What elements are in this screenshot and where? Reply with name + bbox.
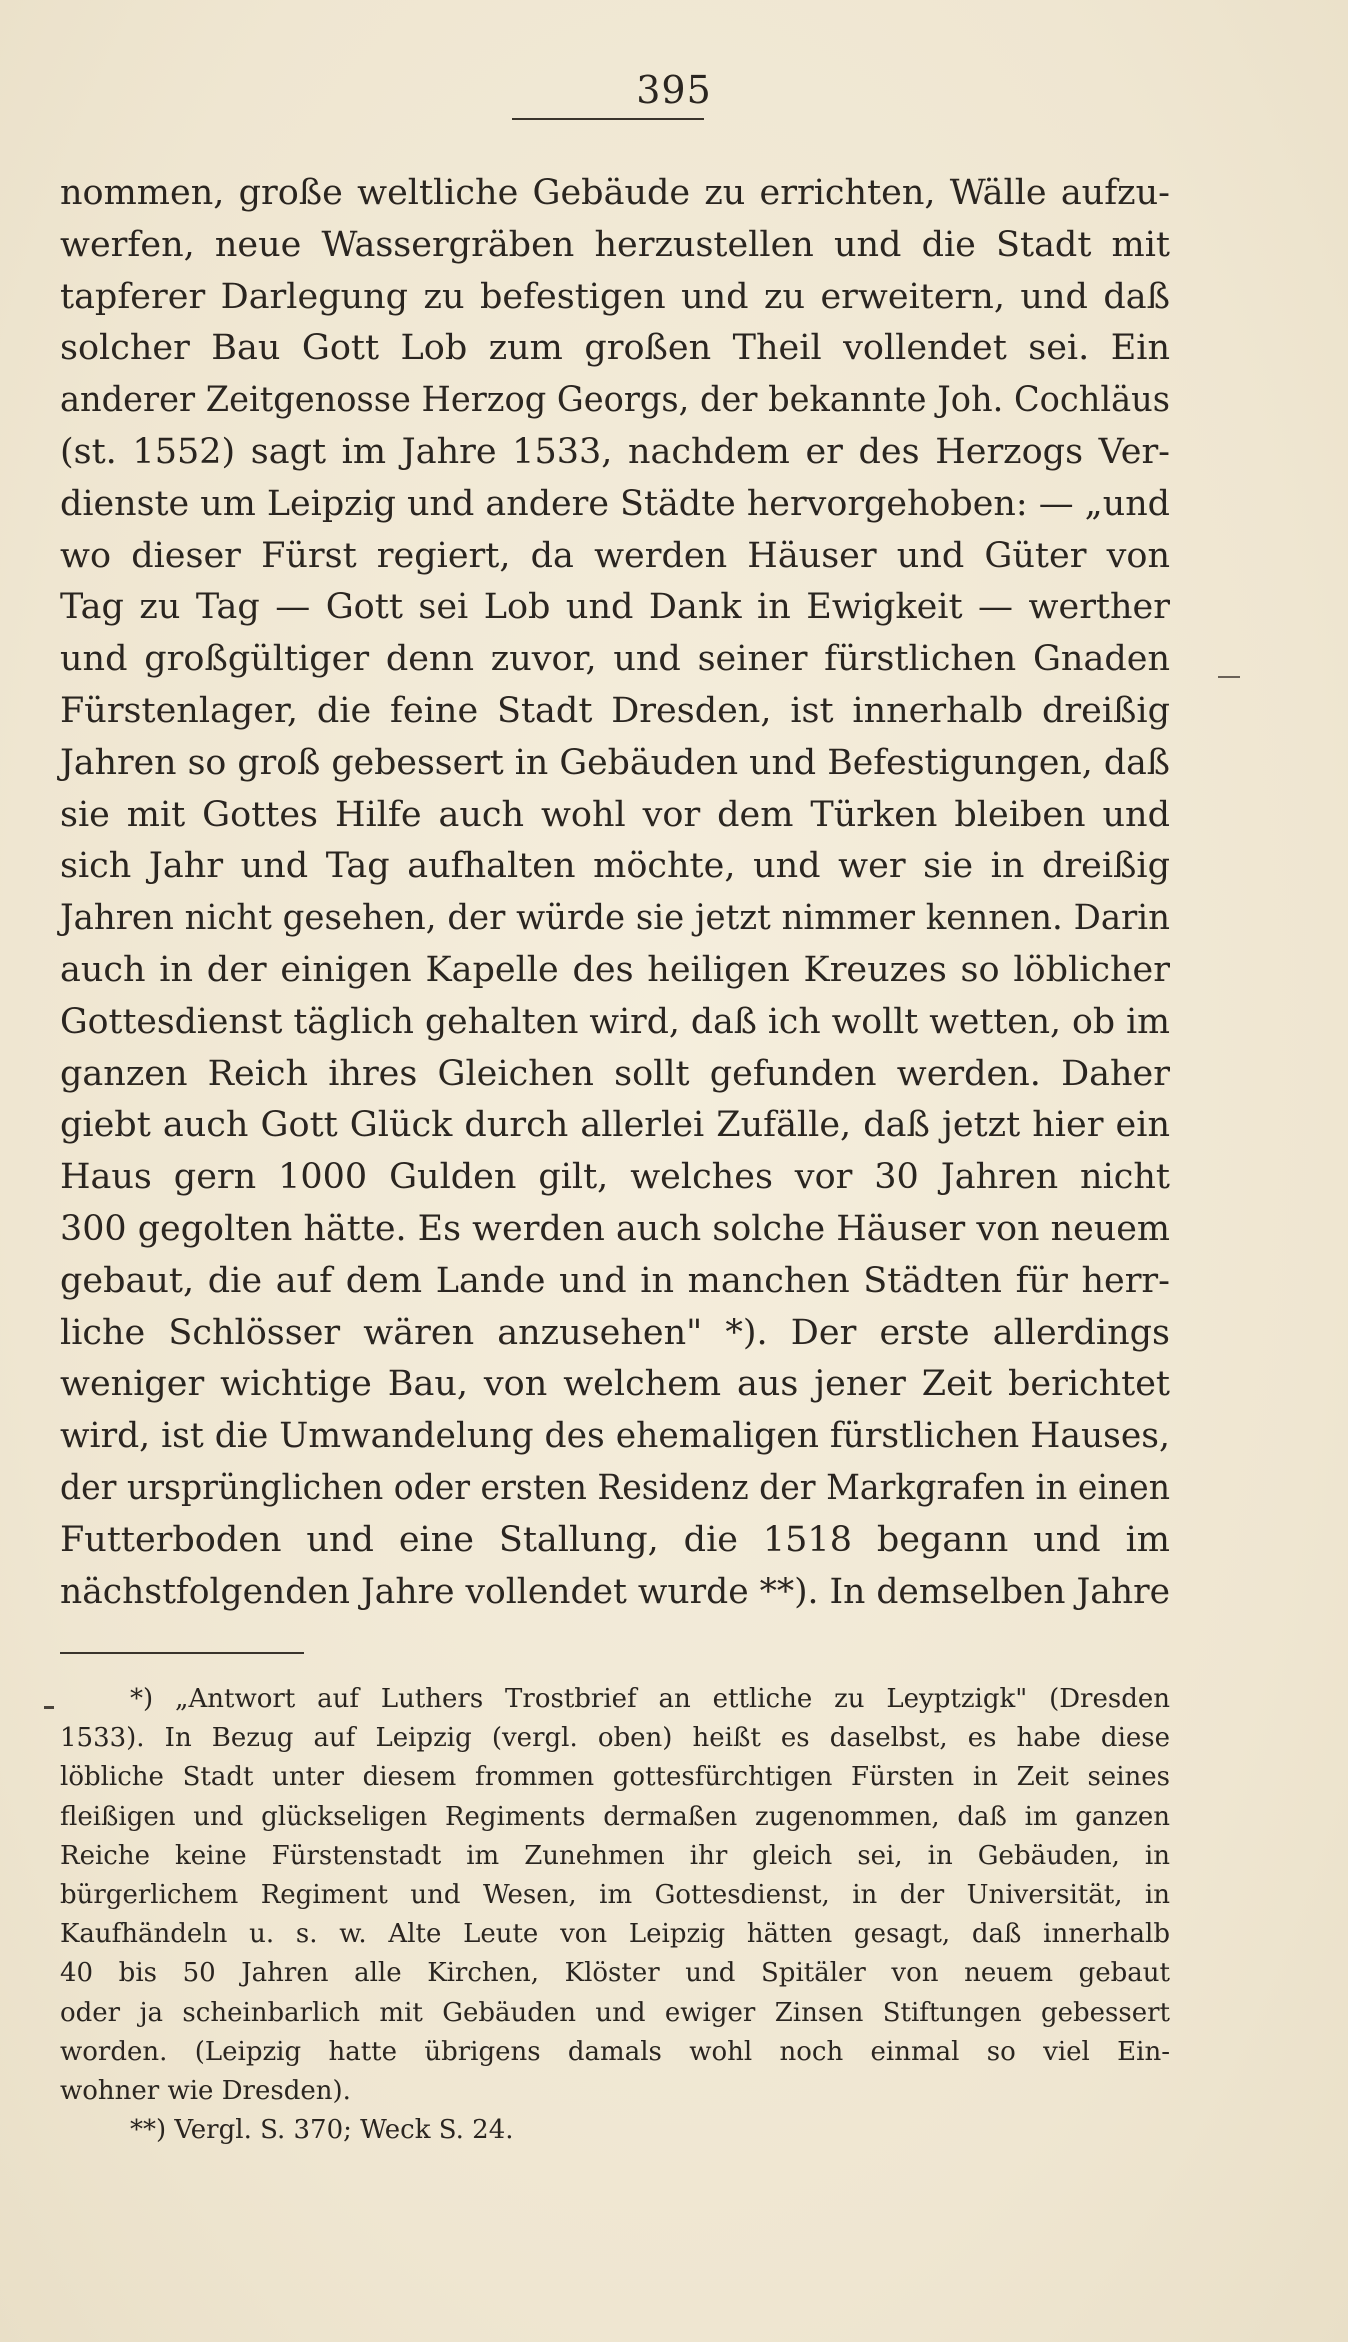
- body-line: sie mit Gottes Hilfe auch wohl vor dem Türken bleiben und: [60, 794, 1170, 835]
- footnotes: [60, 1680, 1170, 2150]
- footnote-line: löbliche Stadt unter diesem frommen gottesfürchtigen Fürsten in Zeit seines: [60, 1762, 1170, 1793]
- body-line: Jahren nicht gesehen, der würde sie jetzt nimmer kennen. Darin: [60, 898, 1170, 939]
- body-line: weniger wichtige Bau, von welchem aus jener Zeit berichtet: [60, 1364, 1170, 1405]
- body-line: 300 gegolten hätte. Es werden auch solche Häuser von neuem: [60, 1208, 1170, 1249]
- body-line: Haus gern 1000 Gulden gilt, welches vor 30 Jahren nicht: [60, 1157, 1170, 1198]
- body-line: liche Schlösser wären anzusehen" *). Der erste allerdings: [60, 1312, 1170, 1353]
- footnote-line: bürgerlichem Regiment und Wesen, im Gottesdienst, in der Universität, in: [60, 1879, 1170, 1910]
- page-header: [0, 68, 1348, 118]
- body-line: werfen, neue Wassergräben herzustellen und die Stadt mit: [60, 224, 1170, 265]
- footnote-line: Kaufhändeln u. s. w. Alte Leute von Leipzig hätten gesagt, daß innerhalb: [60, 1919, 1170, 1950]
- header-rule: [512, 118, 704, 120]
- body-line: sich Jahr und Tag aufhalten möchte, und wer sie in dreißig: [60, 846, 1170, 887]
- body-line: der ursprünglichen oder ersten Residenz der Markgrafen in einen: [60, 1467, 1170, 1508]
- body-line: wo dieser Fürst regiert, da werden Häuser und Güter von: [60, 535, 1170, 576]
- body-line: solcher Bau Gott Lob zum großen Theil vollendet sei. Ein: [60, 328, 1170, 369]
- body-line: ganzen Reich ihres Gleichen sollt gefunden werden. Daher: [60, 1053, 1170, 1094]
- footnote-line: 40 bis 50 Jahren alle Kirchen, Klöster und Spitäler von neuem gebaut: [60, 1958, 1170, 1989]
- footnote-rule: [60, 1652, 304, 1654]
- body-line: giebt auch Gott Glück durch allerlei Zufälle, daß jetzt hier ein: [60, 1105, 1170, 1146]
- body-line: wird, ist die Umwandelung des ehemaligen fürstlichen Hauses,: [60, 1416, 1170, 1457]
- body-line: nächstfolgenden Jahre vollendet wurde **). In demselben Jahre: [60, 1571, 1170, 1612]
- body-line: und großgültiger denn zuvor, und seiner fürstlichen Gnaden: [60, 639, 1170, 680]
- body-line: Tag zu Tag — Gott sei Lob und Dank in Ewigkeit — werther: [60, 587, 1170, 628]
- body-line: gebaut, die auf dem Lande und in manchen Städten für herr-: [60, 1260, 1170, 1301]
- footnote-line: 1533). In Bezug auf Leipzig (vergl. oben) heißt es daselbst, es habe diese: [60, 1723, 1170, 1754]
- footnote-line: fleißigen und glückseligen Regiments dermaßen zugenommen, daß im ganzen: [60, 1801, 1170, 1832]
- footnote-line: wohner wie Dresden).: [60, 2075, 351, 2106]
- body-text: [60, 168, 1170, 1618]
- margin-mark: [1218, 676, 1240, 678]
- body-line: Gottesdienst täglich gehalten wird, daß ich wollt wetten, ob im: [60, 1001, 1170, 1042]
- body-line: tapferer Darlegung zu befestigen und zu erweitern, und daß: [60, 276, 1170, 317]
- body-line: anderer Zeitgenosse Herzog Georgs, der bekannte Joh. Cochläus: [60, 380, 1170, 421]
- body-line: nommen, große weltliche Gebäude zu errichten, Wälle aufzu-: [60, 173, 1170, 213]
- footnote-line: **) Vergl. S. 370; Weck S. 24.: [130, 2115, 514, 2146]
- footnote-line: worden. (Leipzig hatte übrigens damals wohl noch einmal so viel Ein-: [60, 2036, 1170, 2067]
- footnote-mark: [44, 1706, 54, 1709]
- footnote-line: *) „Antwort auf Luthers Trostbrief an ettliche zu Leyptzigk" (Dresden: [130, 1684, 1170, 1714]
- body-line: dienste um Leipzig und andere Städte hervorgehoben: — „und: [60, 483, 1170, 524]
- footnote-line: oder ja scheinbarlich mit Gebäuden und ewiger Zinsen Stiftungen gebessert: [60, 1997, 1170, 2028]
- body-line: Fürstenlager, die feine Stadt Dresden, ist innerhalb dreißig: [60, 690, 1170, 731]
- body-line: Futterboden und eine Stallung, die 1518 begann und im: [60, 1519, 1170, 1560]
- footnote-line: Reiche keine Fürstenstadt im Zunehmen ihr gleich sei, in Gebäuden, in: [60, 1840, 1170, 1871]
- body-line: auch in der einigen Kapelle des heiligen Kreuzes so löblicher: [60, 949, 1170, 990]
- page-number: 395: [636, 68, 712, 112]
- body-line: (st. 1552) sagt im Jahre 1533, nachdem er des Herzogs Ver-: [60, 431, 1170, 472]
- body-line: Jahren so groß gebessert in Gebäuden und Befestigungen, daß: [60, 742, 1170, 783]
